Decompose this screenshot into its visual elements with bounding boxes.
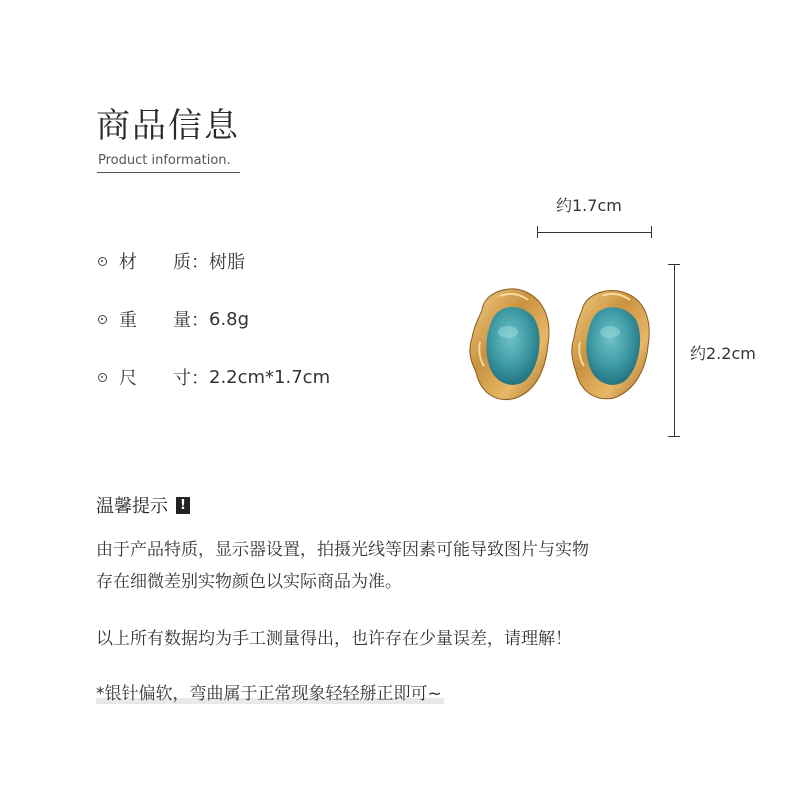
earrings-image — [460, 280, 660, 410]
width-tick-left — [537, 226, 538, 238]
notice-line-1: 由于产品特质，显示器设置，拍摄光线等因素可能导致图片与实物 — [96, 540, 589, 560]
spec-key-suffix: 寸： — [173, 368, 209, 389]
bullet-icon — [98, 315, 107, 324]
height-label: 约2.2cm — [690, 344, 756, 363]
page-title: 商品信息 — [96, 106, 240, 146]
spec-key-suffix: 质： — [173, 252, 209, 273]
width-label: 约1.7cm — [556, 196, 622, 215]
height-line — [674, 264, 675, 436]
spec-key: 尺 — [119, 368, 137, 389]
warning-icon: ! — [176, 497, 190, 514]
spec-key-suffix: 量： — [173, 310, 209, 331]
spec-value: 2.2cm*1.7cm — [209, 366, 331, 388]
notice-line-4: *银针偏软，弯曲属于正常现象轻轻掰正即可~ — [96, 684, 442, 704]
spec-key: 重 — [119, 310, 137, 331]
height-tick-top — [668, 264, 680, 265]
page-subtitle: Product information. — [98, 153, 231, 168]
right-earring — [572, 291, 649, 399]
spec-size — [98, 364, 330, 390]
spec-key: 材 — [119, 252, 137, 273]
notice-line-2: 存在细微差别实物颜色以实际商品为准。 — [96, 572, 402, 592]
notice-heading — [96, 492, 190, 518]
left-earring — [470, 289, 549, 400]
notice-title: 温馨提示 — [96, 496, 168, 517]
subtitle-underline — [97, 172, 240, 173]
bullet-icon — [98, 373, 107, 382]
spec-material — [98, 248, 245, 274]
notice-line-3: 以上所有数据均为手工测量得出，也许存在少量误差，请理解！ — [96, 629, 572, 649]
width-line — [537, 232, 652, 233]
width-tick-right — [651, 226, 652, 238]
spec-value: 树脂 — [209, 252, 245, 273]
spec-value: 6.8g — [209, 308, 250, 330]
bullet-icon — [98, 257, 107, 266]
height-tick-bottom — [668, 436, 680, 437]
spec-weight — [98, 306, 249, 332]
